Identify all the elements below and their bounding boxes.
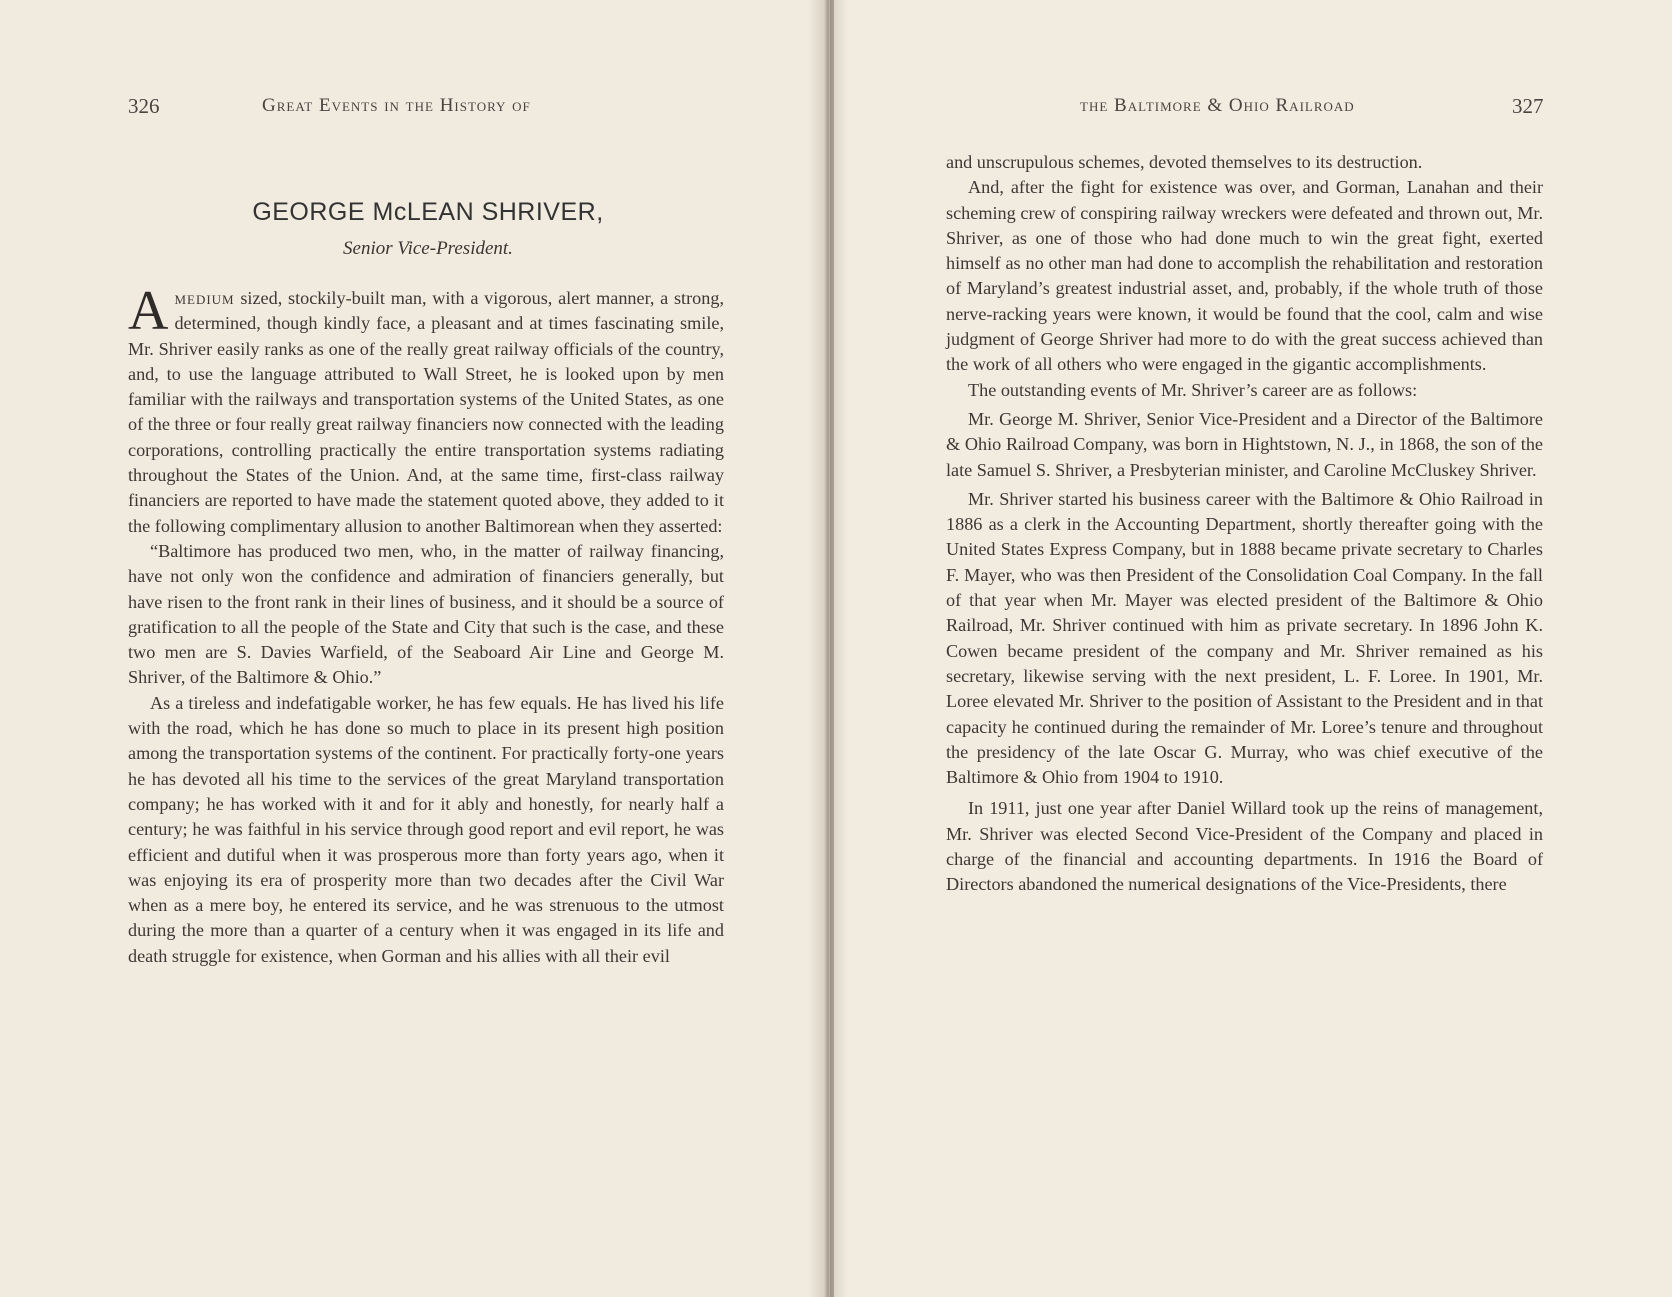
body-paragraph: Mr. George M. Shriver, Senior Vice-President and a Director of the Baltimore & Ohio Railroad Company, was born in Hightstown, N. J., in 1868, the son of the late Samuel S. Shriver, a Presbyterian minister, and Caroline McCluskey Shriver.: [946, 408, 1543, 480]
body-paragraph: As a tireless and indefatigable worker, he has few equals. He has lived his life with the road, which he has done so much to place in its present high position among the transportation systems of the continent. For practically forty-one years he has devoted all his time to the services of the great Maryland transportation company; he has worked with it and for it ably and honestly, for nearly half a century; he was faithful in his service through good report and evil report, he was efficient and dutiful when it was prosperous more than forty years ago, when it was enjoying its era of prosperity more than two decades after the Civil War when as a mere boy, he entered its service, and he was strenuous to the utmost during the more than a quarter of a century when it was engaged in its life and death struggle for existence, when Gorman and his allies with all their evil: [128, 692, 724, 966]
drop-cap: A: [128, 280, 169, 342]
opening-paragraph: Amedium sized, stockily-built man, with a vigorous, alert manner, a strong, determined, though kindly face, a pleasant and at times fascinating smile, Mr. Shriver easily ranks as one of the really great railway officials of the country, and, to use the language attributed to Wall Street, he is looked upon by men familiar with the railways and transportation systems of the United States, as one of the three or four really great railway financiers now connected with the leading corporations, controlling practically the entire transportation systems radiating throughout the States of the Union. And, at the same time, first-class railway financiers are reported to have made the statement quoted above, they added to it the following complimentary allusion to another Baltimorean when they asserted:: [128, 280, 724, 536]
left-page: [0, 0, 826, 1297]
right-running-head: the Baltimore & Ohio Railroad: [1080, 95, 1355, 116]
right-page-number: 327: [1512, 94, 1544, 118]
body-paragraph: The outstanding events of Mr. Shriver’s career are as follows:: [968, 379, 1418, 400]
right-text-column: [946, 150, 1543, 898]
body-paragraph: And, after the fight for existence was over, and Gorman, Lanahan and their scheming crew of conspiring railway wreckers were defeated and thrown out, Mr. Shriver, as one of those who had done much to win the great fight, exerted himself as no other man had done to accomplish the rehabilitation and restoration of Maryland’s greatest industrial asset, and, probably, if the whole truth of those nerve-racking years were known, it would be found that the cool, calm and wise judgment of George Shriver had more to do with the great success achieved than the work of all others who were engaged in the gigantic accomplishments.: [946, 177, 1543, 375]
article-title: GEORGE McLEAN SHRIVER,: [252, 198, 604, 226]
left-running-head: Great Events in the History of: [262, 95, 531, 116]
body-paragraph: Mr. Shriver started his business career with the Baltimore & Ohio Railroad in 1886 as a clerk in the Accounting Department, shortly thereafter going with the United States Express Company, but in 1888 became private secretary to Charles F. Mayer, who was then President of the Consolidation Coal Company. In the fall of that year when Mr. Mayer was elected president of the Baltimore & Ohio Railroad, Mr. Shriver continued with him as private secretary. In 1896 John K. Cowen became president of the company and Mr. Shriver remained as his secretary, likewise serving with the next president, L. F. Loree. In 1901, Mr. Loree elevated Mr. Shriver to the position of Assistant to the President and in that capacity he continued during the remainder of Mr. Loree’s tenure and throughout the presidency of the late Oscar G. Murray, who was chief executive of the Baltimore & Ohio from 1904 to 1910.: [946, 488, 1543, 788]
book-gutter-shadow: [808, 0, 848, 1297]
article-subtitle: Senior Vice-President.: [343, 238, 513, 259]
continued-paragraph: and unscrupulous schemes, devoted themselves to its destruction.: [946, 152, 1423, 172]
body-paragraph: In 1911, just one year after Daniel Willard took up the reins of management, Mr. Shriver was elected Second Vice-President of the Company and placed in charge of the financial and accounting departments. In 1916 the Board of Directors abandoned the numerical designations of the Vice-Presidents, there: [946, 798, 1543, 895]
left-page-number: 326: [128, 94, 160, 118]
book-spine-line: [830, 0, 834, 1297]
left-text-column: [128, 280, 724, 969]
quote-paragraph: “Baltimore has produced two men, who, in the matter of railway financing, have not only won the confidence and admiration of financiers generally, but have risen to the front rank in their lines of business, and it should be a source of gratification to all the people of the State and City that such is the case, and these two men are S. Davies Warfield, of the Seaboard Air Line and George M. Shriver, of the Baltimore & Ohio.”: [128, 540, 724, 688]
opening-smallcaps: medium: [174, 288, 235, 308]
